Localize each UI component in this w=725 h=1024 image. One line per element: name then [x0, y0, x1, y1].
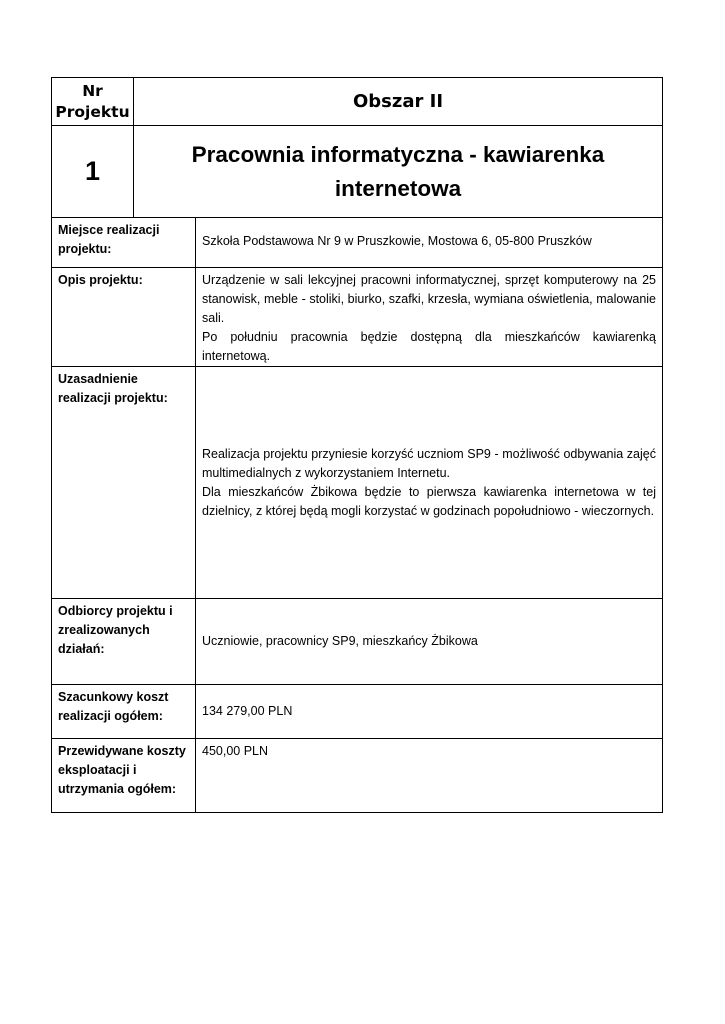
project-title-line1: Pracownia informatyczna - kawiarenka	[191, 141, 605, 167]
operating-cost-row	[52, 739, 663, 813]
operating-cost-label: Przewidywane koszty eksploatacji i utrzymania ogółem:	[52, 739, 196, 813]
location-label: Miejsce realizacji projektu:	[52, 218, 196, 268]
location-value: Szkoła Podstawowa Nr 9 w Pruszkowie, Mostowa 6, 05-800 Pruszków	[196, 218, 663, 268]
operating-cost-value: 450,00 PLN	[196, 739, 663, 813]
description-row	[52, 268, 663, 367]
project-header-table	[51, 77, 663, 218]
justification-value	[196, 367, 663, 599]
area-title: Obszar II	[134, 78, 663, 126]
recipients-row	[52, 599, 663, 685]
justification-paragraph-2: Dla mieszkańców Żbikowa będzie to pierwsza kawiarenka internetowa w tej dzielnicy, z której będą mogli korzystać w godzinach popołudniowo - wieczornych.	[202, 484, 656, 518]
project-number: 1	[52, 126, 134, 218]
description-value	[196, 268, 663, 367]
project-details-table	[51, 217, 663, 813]
project-title	[134, 126, 663, 218]
project-title-line2: internetowa	[334, 175, 462, 201]
justification-paragraph-1: Realizacja projektu przyniesie korzyść uczniom SP9 - możliwość odbywania zajęć multimedialnych z wykorzystaniem Internetu.	[202, 446, 656, 480]
description-paragraph-2: Po południu pracownia będzie dostępną dla mieszkańców kawiarenką internetową.	[202, 330, 656, 363]
estimated-cost-label: Szacunkowy koszt realizacji ogółem:	[52, 685, 196, 739]
location-row	[52, 218, 663, 268]
project-number-header-line1: Nr	[82, 81, 103, 100]
recipients-value: Uczniowie, pracownicy SP9, mieszkańcy Żbikowa	[196, 599, 663, 685]
description-label: Opis projektu:	[52, 268, 196, 367]
estimated-cost-row	[52, 685, 663, 739]
project-number-header-line2: Projektu	[55, 102, 130, 121]
justification-label: Uzasadnienie realizacji projektu:	[52, 367, 196, 599]
description-paragraph-1: Urządzenie w sali lekcyjnej pracowni informatycznej, sprzęt komputerowy na 25 stanowisk, meble - stoliki, biurko, szafki, krzesła, wymiana oświetlenia, malowanie sali.	[202, 273, 656, 325]
justification-row	[52, 367, 663, 599]
estimated-cost-value: 134 279,00 PLN	[196, 685, 663, 739]
project-number-header	[52, 78, 134, 126]
recipients-label: Odbiorcy projektu i zrealizowanych działań:	[52, 599, 196, 685]
